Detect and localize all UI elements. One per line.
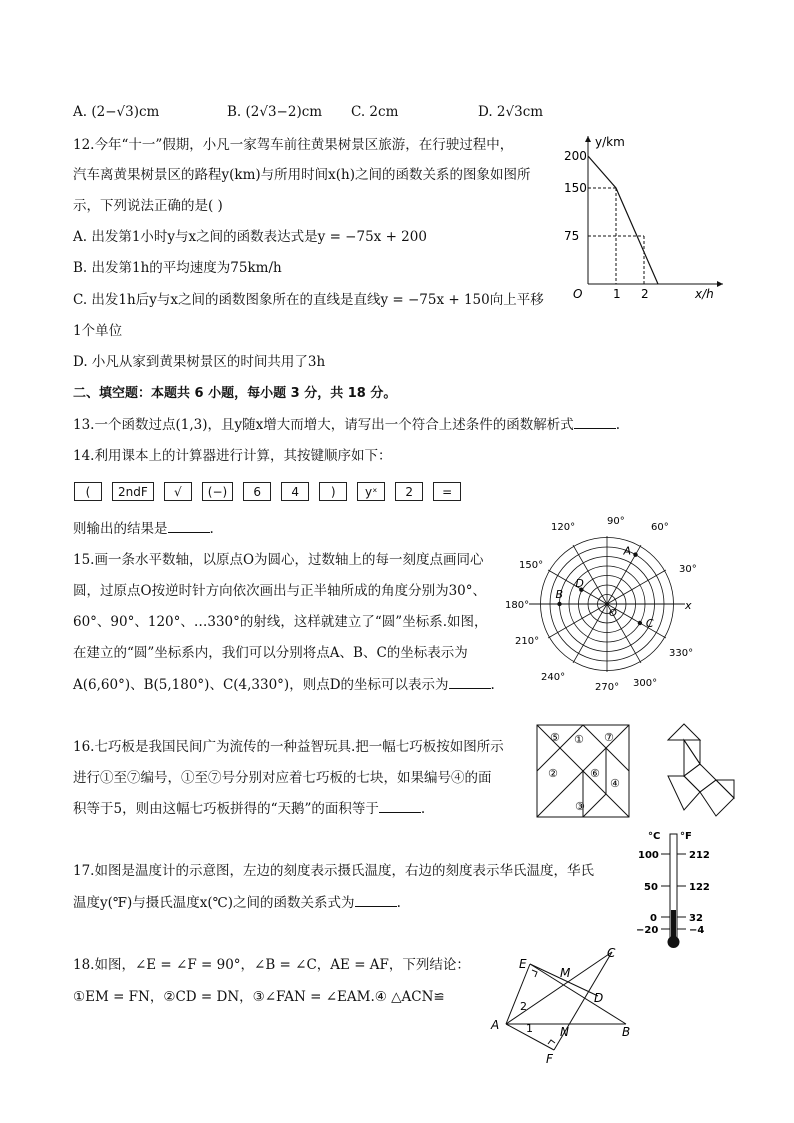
point-label-A: A [623, 544, 632, 558]
piece-7-label: ⑦ [604, 731, 614, 744]
y-tick-label-200: 200 [564, 149, 587, 163]
q12-stem-line1: 12.今年“十一”假期，小凡一家驾车前往黄果树景区旅游，在行驶过程中， [73, 137, 514, 153]
q12-option-d: D. 小凡从家到黄果树景区的时间共用了3h [73, 354, 326, 370]
label-e: E [519, 957, 527, 971]
f-tick-32: 32 [689, 913, 703, 924]
label-d: D [594, 991, 604, 1005]
q16-line1: 16.七巧板是我国民间广为流传的一种益智玩具.把一幅七巧板按如图所示 [73, 739, 504, 755]
section-heading: 二、填空题：本题共 6 小题，每小题 3 分，共 18 分。 [73, 386, 397, 401]
q12-distance-time-chart [555, 128, 730, 308]
label-a: A [491, 1018, 500, 1032]
q17-line2: 温度y(℉)与摄氏温度x(℃)之间的函数关系式为 . [73, 895, 401, 911]
c-tick-100: 100 [638, 850, 659, 861]
angle-label-300: 300° [633, 678, 658, 689]
q15-line5: A(6,60°)、B(5,180°)、C(4,330°)，则点D的坐标可以表示为 . [73, 677, 495, 693]
piece-5-label: ⑤ [550, 731, 560, 744]
x-tick-label-1: 1 [613, 287, 621, 301]
q18-line1: 18.如图，∠E = ∠F = 90°，∠B = ∠C，AE = AF，下列结论： [73, 957, 470, 973]
c-tick-0: 0 [650, 913, 657, 924]
q11-option-b: B. (2√3−2)cm [227, 104, 323, 120]
angle-label-210: 210° [515, 636, 540, 647]
key-sqrt: √ [164, 482, 192, 501]
piece-4-label: ④ [610, 777, 620, 790]
angle-label-60: 60° [651, 522, 669, 533]
triangle-figure [486, 946, 636, 1070]
piece-6-label: ⑥ [590, 767, 600, 780]
c-tick-minus20: −20 [636, 925, 659, 936]
q18-line2: ①EM = FN，②CD = DN，③∠FAN = ∠EAM.④ △ACN≌ [73, 989, 445, 1005]
q12-option-a: A. 出发第1小时y与x之间的函数表达式是y = −75x + 200 [73, 229, 427, 245]
point-A [633, 552, 637, 556]
piece-2-label: ② [548, 767, 558, 780]
q14-stem: 14.利用课本上的计算器进行计算，其按键顺序如下： [73, 448, 392, 464]
angle-label-270: 270° [595, 682, 620, 692]
q14-result-line: 则输出的结果是 . [73, 521, 214, 537]
angle-label-330: 330° [669, 648, 694, 659]
y-tick-label-75: 75 [564, 229, 580, 243]
f-tick-212: 212 [689, 850, 710, 861]
q12-option-c-line2: 1个单位 [73, 323, 123, 339]
answer-blank[interactable] [355, 894, 397, 907]
polar-coordinate-figure [505, 500, 705, 692]
q15-line3: 60°、90°、120°、…330°的射线，这样就建立了“圆”坐标系.如图， [73, 614, 488, 630]
key-2ndf: 2ndF [112, 482, 154, 501]
key-power: yˣ [357, 482, 385, 501]
point-label-D: D [575, 576, 584, 590]
key-6: 6 [243, 482, 271, 501]
point-label-O: O [609, 608, 617, 619]
label-n: N [560, 1025, 569, 1039]
q15-line2: 圆，过原点O按逆时针方向依次画出与正半轴所成的角度分别为30°、 [73, 583, 486, 599]
answer-blank[interactable] [574, 416, 616, 429]
series-line [588, 156, 658, 284]
angle-1-label: 1 [526, 1022, 533, 1035]
angle-label-180: 180° [505, 600, 530, 611]
label-b: B [622, 1025, 631, 1039]
angle-2-label: 2 [520, 1000, 527, 1013]
fahrenheit-unit: °F [680, 831, 692, 842]
angle-label-30: 30° [679, 564, 697, 575]
piece-1-label: ① [574, 733, 584, 746]
q15-line1: 15.画一条水平数轴，以原点O为圆心，过数轴上的每一刻度点画同心 [73, 552, 484, 568]
answer-blank[interactable] [379, 800, 421, 813]
answer-blank[interactable] [168, 520, 210, 533]
angle-label-120: 120° [551, 522, 576, 533]
q17-line1: 17.如图是温度计的示意图，左边的刻度表示摄氏温度，右边的刻度表示华氏温度，华氏 [73, 863, 594, 879]
y-axis-label: y/km [595, 135, 625, 149]
label-m: M [560, 966, 571, 980]
q11-option-c: C. 2cm [351, 104, 399, 120]
x-tick-label-2: 2 [641, 287, 649, 301]
point-label-B: B [555, 588, 564, 601]
q11-option-d: D. 2√3cm [478, 104, 544, 120]
q13-stem: 13.一个函数过点(1,3)，且y随x增大而增大，请写出一个符合上述条件的函数解析式 . [73, 417, 621, 433]
x-axis-label: x/h [695, 287, 714, 301]
y-tick-label-150: 150 [564, 181, 587, 195]
key-negative: (−) [202, 482, 233, 501]
q12-option-c-line1: C. 出发1h后y与x之间的函数图象所在的直线是直线y = −75x + 150向上平移 [73, 292, 544, 308]
q15-line4: 在建立的“圆”坐标系内，我们可以分别将点A、B、C的坐标表示为 [73, 645, 468, 661]
key-2: 2 [395, 482, 423, 501]
key-4: 4 [281, 482, 309, 501]
thermometer-figure [630, 828, 720, 956]
angle-label-150: 150° [519, 560, 544, 571]
q12-stem-line2: 汽车离黄果树景区的路程y(km)与所用时间x(h)之间的函数关系的图象如图所 [73, 167, 531, 183]
q12-option-b: B. 出发第1h的平均速度为75km/h [73, 260, 282, 276]
q11-option-a: A. (2−√3)cm [73, 104, 160, 120]
key-close-paren: ) [319, 482, 347, 501]
c-tick-50: 50 [644, 882, 658, 893]
q16-line2: 进行①至⑦编号，①至⑦号分别对应着七巧板的七块，如果编号④的面 [73, 770, 492, 786]
tangram-swan-figure [664, 720, 740, 822]
q16-line3: 积等于5，则由这幅七巧板拼得的“天鹅”的面积等于 . [73, 801, 426, 817]
angle-label-240: 240° [541, 672, 566, 683]
piece-3-label: ③ [575, 800, 585, 813]
angle-label-90: 90° [607, 516, 625, 527]
label-f: F [546, 1052, 553, 1066]
q12-stem-line3: 示，下列说法正确的是( ) [73, 198, 223, 214]
key-open-paren: ( [74, 482, 102, 501]
celsius-unit: °C [648, 831, 661, 842]
point-B [557, 602, 561, 606]
f-tick-minus4: −4 [689, 925, 705, 936]
tangram-square-figure [536, 724, 630, 818]
point-C [638, 621, 642, 625]
answer-blank[interactable] [449, 676, 491, 689]
f-tick-122: 122 [689, 882, 710, 893]
origin-label: O [573, 287, 583, 301]
label-c: C [607, 946, 616, 960]
polar-x-label: x [685, 599, 692, 612]
key-equals: = [433, 482, 461, 501]
calculator-key-sequence [74, 482, 461, 501]
point-label-C: C [645, 617, 654, 630]
